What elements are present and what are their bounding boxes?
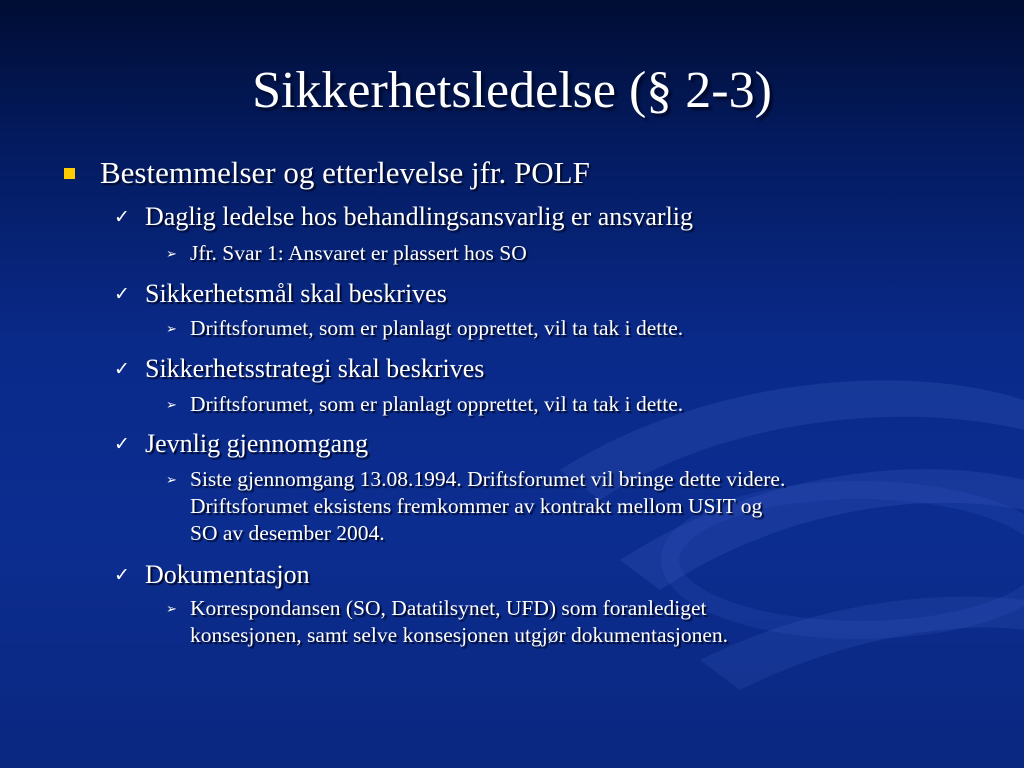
section-heading: Sikkerhetsmål skal beskrives (145, 279, 447, 308)
checkmark-icon: ✓ (114, 564, 130, 586)
section-detail (190, 391, 683, 418)
section-heading: Daglig ledelse hos behandlingsansvarlig er ansvarlig (145, 202, 694, 231)
checkmark-icon: ✓ (114, 433, 130, 455)
section-detail (190, 240, 527, 267)
section-detail (190, 315, 683, 342)
checkmark-icon: ✓ (114, 283, 130, 305)
section-heading: Dokumentasjon (145, 560, 310, 589)
detail-line: Driftsforumet, som er planlagt opprettet, vil ta tak i dette. (190, 392, 684, 416)
checkmark-icon: ✓ (114, 358, 130, 380)
section-heading: Sikkerhetsstrategi skal beskrives (145, 354, 485, 383)
square-bullet-icon (64, 168, 75, 179)
section-detail (190, 595, 728, 649)
arrow-bullet-icon: ➢ (166, 602, 177, 617)
detail-line: SO av desember 2004. (190, 521, 385, 545)
arrow-bullet-icon: ➢ (166, 473, 177, 488)
section-heading: Jevnlig gjennomgang (145, 429, 369, 458)
detail-line: Driftsforumet eksistens fremkommer av kontrakt mellom USIT og (190, 494, 763, 518)
section-detail (190, 466, 785, 547)
detail-line: Driftsforumet, som er planlagt opprettet, vil ta tak i dette. (190, 316, 684, 340)
detail-line: Jfr. Svar 1: Ansvaret er plassert hos SO (190, 241, 527, 265)
detail-line: konsesjonen, samt selve konsesjonen utgjør dokumentasjonen. (190, 623, 729, 647)
bullet-level1-text: Bestemmelser og etterlevelse jfr. POLF (100, 155, 590, 190)
checkmark-icon: ✓ (114, 206, 130, 228)
detail-line: Siste gjennomgang 13.08.1994. Driftsforumet vil bringe dette videre. (190, 467, 786, 491)
arrow-bullet-icon: ➢ (166, 322, 177, 337)
slide-title: Sikkerhetsledelse (§ 2-3) (252, 62, 772, 119)
detail-line: Korrespondansen (SO, Datatilsynet, UFD) som foranlediget (190, 596, 707, 620)
arrow-bullet-icon: ➢ (166, 247, 177, 262)
arrow-bullet-icon: ➢ (166, 398, 177, 413)
